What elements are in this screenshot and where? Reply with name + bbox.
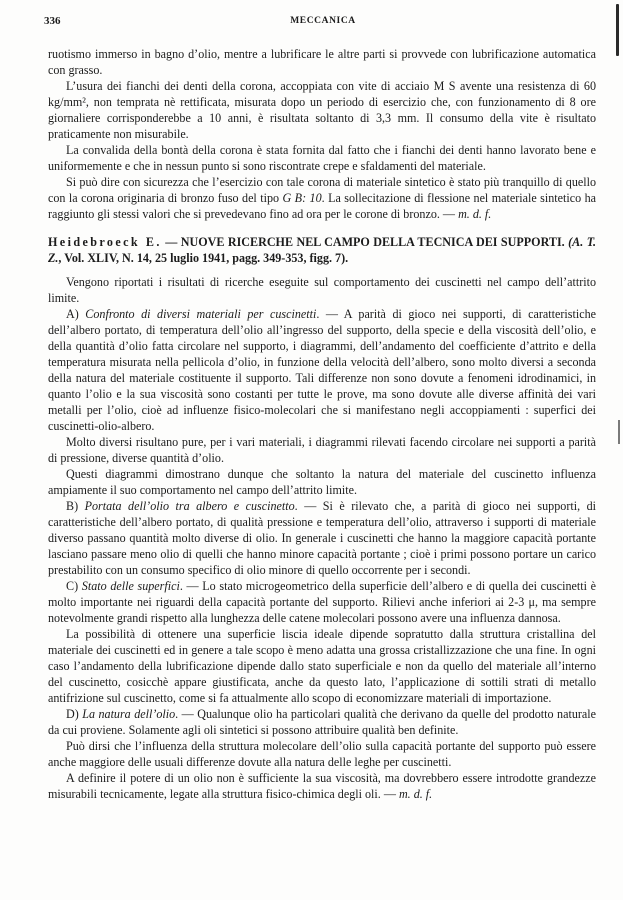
- author-signature: m. d. f.: [398, 787, 433, 802]
- paragraph-section-d-3: [48, 770, 596, 802]
- section-gap: [48, 222, 596, 234]
- running-title: MECCANICA: [290, 16, 356, 26]
- page-header: [44, 15, 602, 29]
- paragraph-section-b: [48, 498, 596, 578]
- scan-edge-mark: [616, 4, 619, 56]
- bronze-type-code: G B: 10: [282, 191, 322, 205]
- paragraph-section-c: [48, 578, 596, 626]
- section-b-label: B): [66, 499, 85, 514]
- section-a-text: . — A parità di gioco nei supporti, di caratteristiche dell’albero portato, di temperatura dell’olio all’ingresso del supporto, della specie e della viscosità dell’olio, e della quantità d’olio fatta circolare nel supporto, i diagrammi, dell’andamento del coefficiente d’attrito e della temperatura misurata nella pellicola d’olio, in funzione della velocità dell’albero, sono molto diversi a seconda della natura del materiale costituente il supporto. Tali differenze non sono dovute a fenomeni idrodinamici, in quanto l’olio e la sua viscosità sono costanti per tutte le prove, ma sono dovute alle diverse affinità dei vari metalli per l’olio, cioè ad influenze fisico-molecolari che si manifestano negli accoppiamenti : superfici dei cuscinetti-olio-albero.: [48, 307, 596, 434]
- paragraph-section-a-2: Molto diversi risultano pure, per i vari materiali, i diagrammi rilevati facendo circolare nei supporti a parità di pressione, diverse quantità d’olio.: [48, 435, 596, 466]
- section-d-label: D): [66, 707, 83, 722]
- paragraph-section-d-2: Può dirsi che l’influenza della struttura molecolare dell’olio sulla capacità portante del supporto può essere anche maggiore delle usuali differenze dovute alla natura delle leghe per cuscinetti.: [48, 739, 596, 770]
- review-heading: [48, 234, 596, 266]
- paragraph-validation: La convalida della bontà della corona è stata fornita dal fatto che i fianchi dei denti hanno lavorato bene e uniformemente e che in nessun punto si sono riscontrate crepe e sfaldamenti del materiale.: [48, 143, 596, 173]
- paragraph-wear: L’usura dei fianchi dei denti della corona, accoppiata con vite di acciaio M S avente una resistenza di 60 kg/mm², non temprata nè rettificata, misurata dopo un periodo di esercizio che, con funzionamento di 8 ore giornaliere corrisponderebbe a 10 anni, è risultata soltanto di 3,3 mm. Il consumo della vite è risultato praticamente non misurabile.: [48, 79, 596, 141]
- paragraph-continuation: ruotismo immerso in bagno d’olio, mentre a lubrificare le altre parti si provvede con lubrificazione automatica con grasso.: [48, 47, 596, 77]
- page-number: 336: [44, 15, 61, 27]
- section-a-label: A): [66, 307, 86, 322]
- review-journal: (A. T. Z.: [48, 235, 596, 266]
- paragraph-section-d: [48, 706, 596, 738]
- section-d-3-text: A definire il potere di un olio non è sufficiente la sua viscosità, ma dovrebbero essere introdotte grandezze misurabili tecnicamente, legate alla struttura fisico-chimica degli oli. —: [48, 771, 596, 802]
- section-b-text: . — Si è rilevato che, a parità di gioco nei supporti, di caratteristiche dell’albero portato, di qualità pressione e temperatura dell’olio, attraverso i supporti di materiale diverso passano quantità molto diverse di olio. In generale i cuscinetti che hanno la maggiore capacità portante lasciano passare meno olio di quelli che hanno minore capacità portante ; cioè i primi possono portare un carico prestabilito con un consumo specifico di olio minore di quello occorrente per i secondi.: [48, 499, 596, 578]
- conclusion-text-end: . La sollecitazione di flessione nel materiale sintetico ha raggiunto gli stessi valori che si prevedevano fino ad ora per le corone di bronzo. —: [48, 191, 596, 221]
- review-author: Heidebroeck E.: [48, 235, 162, 249]
- review-citation: , Vol. XLIV, N. 14, 25 luglio 1941, pagg. 349-353, figg. 7).: [58, 251, 349, 266]
- paragraph-section-c-2: La possibilità di ottenere una superficie liscia ideale dipende sopratutto dalla struttura cristallina del materiale dei cuscinetti ed in genere a tale scopo è meno adatta una grossa cristallizzazione che una fine. In ogni caso l’andamento della lubrificazione dipende dallo stato superficiale e non da quello del materiale all’interno del cuscinetto, cosicchè appare giustificata, anche da questo lato, l’applicazione di sottili strati di metallo antifrizione sul cuscinetto, come si fa attualmente allo scopo di economizzare materiali di importazione.: [48, 627, 596, 706]
- section-d-title: La natura dell’olio: [82, 707, 176, 722]
- paragraph-conclusion: [48, 174, 596, 222]
- section-c-label: C): [66, 579, 82, 594]
- paragraph-intro: Vengono riportati i risultati di ricerche eseguite sul comportamento dei cuscinetti nel campo dell’attrito limite.: [48, 275, 596, 306]
- page-body: [48, 46, 596, 802]
- paragraph-section-a: [48, 306, 596, 434]
- section-gap: [48, 266, 596, 274]
- review-title: — NUOVE RICERCHE NEL CAMPO DELLA TECNICA DEI SUPPORTI.: [161, 235, 565, 249]
- section-b-title: Portata dell’olio tra albero e cuscinetto: [84, 499, 295, 514]
- section-c-text: . — Lo stato microgeometrico della superficie dell’albero e di quella dei cuscinetti è molto importante nei riguardi della capacità portante del supporto. Rilievi anche inferiori ai 2-3 μ, ma sempre notevolmente grandi rispetto alla lunghezza delle catene molecolari possono avere una influenza dannosa.: [48, 579, 596, 626]
- section-d-text: . — Qualunque olio ha particolari qualità che derivano da quelle del prodotto naturale da cui proviene. Solamente agli oli sintetici si possono attribuire qualità ben definite.: [48, 707, 596, 738]
- section-c-title: Stato delle superfici: [81, 579, 180, 594]
- scan-edge-mark: [618, 420, 620, 444]
- conclusion-text: Si può dire con sicurezza che l’esercizio con tale corona di materiale sintetico è stato più tranquillo di quello con la corona originaria di bronzo fuso del tipo: [48, 175, 596, 205]
- paragraph-section-a-3: Questi diagrammi dimostrano dunque che soltanto la natura del materiale del cuscinetto influenza ampiamente il suo comportamento nel campo dell’attrito limite.: [48, 467, 596, 498]
- section-a-title: Confronto di diversi materiali per cuscinetti: [85, 307, 317, 322]
- author-signature: m. d. f.: [458, 207, 492, 221]
